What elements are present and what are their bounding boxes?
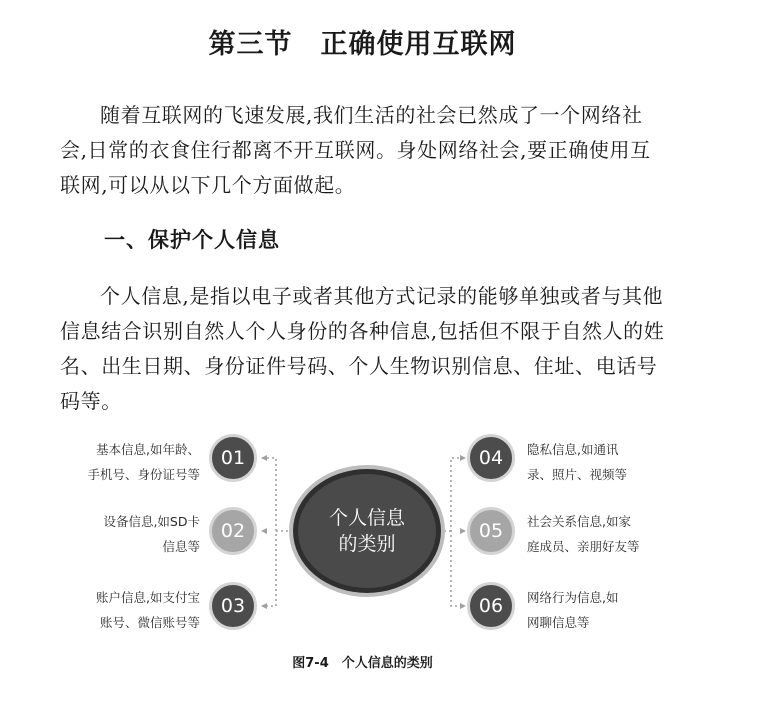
category-label-03-line1: 账户信息,如支付宝 (96, 590, 200, 605)
arrow-to-05 (460, 528, 466, 534)
category-label-04 (527, 437, 667, 487)
category-label-02-line2: 信息等 (162, 539, 200, 554)
category-label-05-line1: 社会关系信息,如家 (527, 514, 631, 529)
category-label-05-line2: 庭成员、亲朋好友等 (527, 539, 640, 554)
intro-paragraph: 随着互联网的飞速发展,我们生活的社会已然成了一个网络社会,日常的衣食住行都离不开互联网。身处网络社会,要正确使用互联网,可以从以下几个方面做起。 (60, 103, 651, 197)
arrow-to-01 (261, 455, 267, 461)
category-label-03 (60, 585, 200, 635)
category-label-05 (527, 509, 667, 559)
center-label-line1: 个人信息 (328, 507, 405, 529)
category-label-06-line2: 网聊信息等 (527, 615, 590, 630)
arrow-to-06 (460, 603, 466, 609)
figure-caption: 图7-4 个人信息的类别 (292, 656, 433, 671)
category-label-02-line1: 设备信息,如SD卡 (103, 514, 200, 529)
category-label-06-line1: 网络行为信息,如 (527, 590, 619, 605)
center-circle (293, 469, 441, 593)
category-label-01-line1: 基本信息,如年龄、 (96, 442, 200, 457)
right-connector-line (451, 458, 464, 606)
category-label-01 (60, 437, 200, 487)
category-label-04-line1: 隐私信息,如通讯 (527, 442, 619, 457)
section-paragraph: 个人信息,是指以电子或者其他方式记录的能够单独或者与其他信息结合识别自然人个人身份的各种信息,包括但不限于自然人的姓名、出生日期、身份证件号码、个人生物识别信息、住址、电话号码等。 (60, 284, 665, 413)
category-label-03-line2: 账号、微信账号等 (99, 615, 200, 630)
number-circle-06: 06 (467, 582, 515, 630)
arrow-to-03 (261, 603, 267, 609)
center-label-line2: 的类别 (338, 533, 396, 555)
category-label-04-line2: 录、照片、视频等 (527, 467, 628, 482)
category-label-01-line2: 手机号、身份证号等 (87, 467, 200, 482)
section-heading: 一、保护个人信息 (104, 228, 280, 252)
arrow-to-04 (460, 455, 466, 461)
left-connector-line (262, 458, 276, 606)
arrow-to-02 (261, 528, 267, 534)
category-label-02 (60, 509, 200, 559)
number-circle-01: 01 (209, 434, 257, 482)
number-circle-05: 05 (467, 507, 515, 555)
number-circle-03: 03 (209, 582, 257, 630)
page-title: 第三节 正确使用互联网 (208, 29, 517, 60)
number-circle-02: 02 (209, 507, 257, 555)
category-label-06 (527, 585, 667, 635)
number-circle-04: 04 (467, 434, 515, 482)
